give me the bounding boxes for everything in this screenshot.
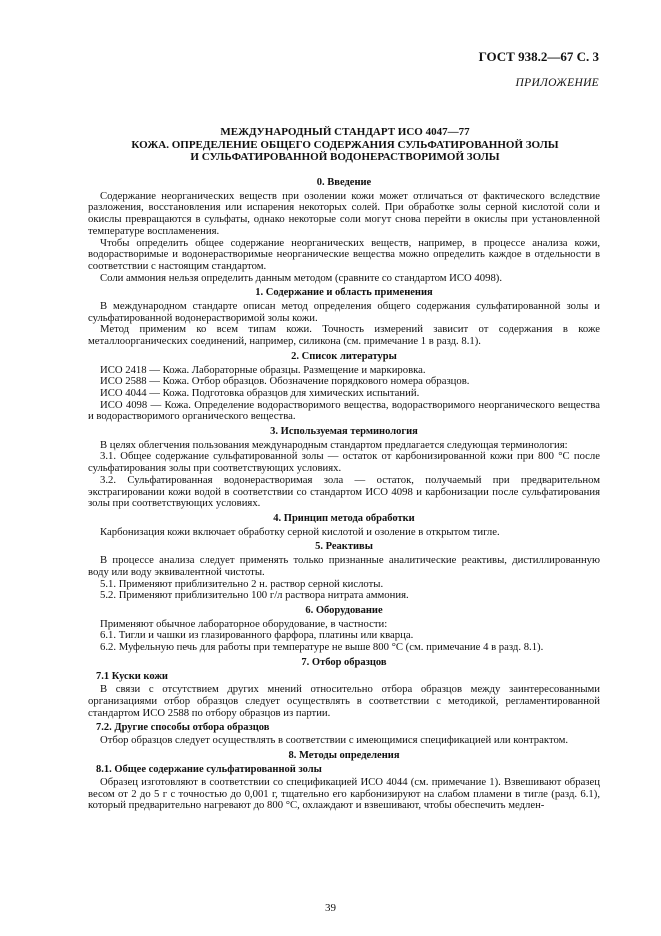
paragraph: В связи с отсутствием других мнений относительно отбора образцов между заинтересованными организациями отбор образцов следует осуществлять в соответствии с методикой, регламентированной стандартом ИСО 2588 по отбору образцов из партии. [88,683,600,719]
section-heading: 0. Введение [316,177,372,188]
paragraph: Карбонизация кожи включает обработку серной кислотой и озоление в открытом тигле. [100,525,500,538]
section-heading: 8. Методы определения [288,749,400,761]
paragraph: Чтобы определить общее содержание неорганических веществ, например, в процессе анализа кожи, водорастворимые и водонерастворимые неорганические вещества можно определить каждое в отдельности в соответствии с настоящим стандартом. [88,236,600,272]
title-line: МЕЖДУНАРОДНЫЙ СТАНДАРТ ИСО 4047—77 [220,126,470,138]
reference-item: ИСО 2588 — Кожа. Отбор образцов. Обозначение порядкового номера образцов. [100,375,470,388]
paragraph: 6.2. Муфельную печь для работы при температуре не выше 800 °С (см. примечание 4 в разд. 8.1). [100,641,544,654]
paragraph: 6.1. Тигли и чашки из глазированного фарфора, платины или кварца. [100,629,414,642]
appendix-label: ПРИЛОЖЕНИЕ [515,77,599,89]
section-heading: 7. Отбор образцов [301,656,387,668]
paragraph: В процессе анализа следует применять только признанные аналитические реактивы, дистиллированную воду или воду эквивалентной чистоты. [88,554,600,578]
paragraph: Содержание неорганических веществ при озолении кожи может отличаться от фактического вследствие разложения, восстановления или испарения некоторых солей. При обработке золы серной кислотой соли и окислы превращаются в сульфаты, однако некоторые соли могут снова перейти в окислы при установленной температуре воспламенения. [88,189,600,237]
paragraph: 5.2. Применяют приблизительно 100 г/л раствора нитрата аммония. [100,589,409,602]
subsection-heading: 7.1 Куски кожи [96,671,168,683]
paragraph: В целях облегчения пользования международным стандартом предлагается следующая терминология: [100,438,568,451]
standard-title [90,126,600,164]
paragraph: 3.2. Сульфатированная водонерастворимая зола — остаток, получаемый при предварительном экстрагировании кожи водой в соответствии со стандартом ИСО 4098 и карбонизации после сульфатирования золы при соответствующих условиях. [88,473,600,510]
section-heading: 3. Используемая терминология [270,426,418,438]
subsection-heading: 7.2. Другие способы отбора образцов [96,722,270,734]
reference-item: ИСО 4044 — Кожа. Подготовка образцов для химических испытаний. [100,386,420,399]
paragraph: Образец изготовляют в соответствии со спецификацией ИСО 4044 (см. примечание 1). Взвешивают образец весом от 2 до 5 г с точностью до 0,001 г, тщательно его карбонизируют на слабом пламени в тигле (разд. 6.1), который предварительно нагревают до 800 °С, охлаждают и взвешивают, чтобы обеспечить медлен- [88,776,600,812]
title-line: И СУЛЬФАТИРОВАННОЙ ВОДОНЕРАСТВОРИМОЙ ЗОЛЫ [190,151,500,164]
section-heading: 6. Оборудование [305,604,383,616]
document-code: ГОСТ 938.2—67 С. 3 [478,49,599,64]
paragraph: Отбор образцов следует осуществлять в соответствии с имеющимися спецификацией или контрактом. [100,733,569,746]
document-body [88,174,600,812]
reference-item: ИСО 4098 — Кожа. Определение водорастворимого вещества, водорастворимого неорганического вещества и водорастворимого органического вещества. [88,398,600,423]
section-heading: 1. Содержание и область применения [255,287,433,299]
section-heading: 5. Реактивы [315,541,373,553]
section-heading: 2. Список литературы [291,350,397,362]
paragraph: Соли аммония нельзя определить данным методом (сравните со стандартом ИСО 4098). [100,271,503,284]
section-heading: 4. Принцип метода обработки [273,512,415,524]
paragraph: В международном стандарте описан метод определения общего содержания сульфатированной золы и сульфатированной водонерастворимой золы кожи. [88,300,600,324]
paragraph: 5.1. Применяют приблизительно 2 н. раствор серной кислоты. [100,577,384,590]
paragraph: Метод применим ко всем типам кожи. Точность измерений зависит от содержания в коже металлоорганических соединений, например, силикона (см. примечание 1 в разд. 8.1). [88,323,600,348]
paragraph: 3.1. Общее содержание сульфатированной золы — остаток от карбонизированной кожи при 800 °С после сульфатирования золы при соответствующих условиях. [88,450,600,475]
page-number: 39 [325,902,336,914]
paragraph: Применяют обычное лабораторное оборудование, в частности: [100,617,388,630]
reference-item: ИСО 2418 — Кожа. Лабораторные образцы. Размещение и маркировка. [100,363,426,376]
subsection-heading: 8.1. Общее содержание сульфатированной золы [96,764,322,776]
title-line: КОЖА. ОПРЕДЕЛЕНИЕ ОБЩЕГО СОДЕРЖАНИЯ СУЛЬФАТИРОВАННОЙ ЗОЛЫ [131,138,559,151]
